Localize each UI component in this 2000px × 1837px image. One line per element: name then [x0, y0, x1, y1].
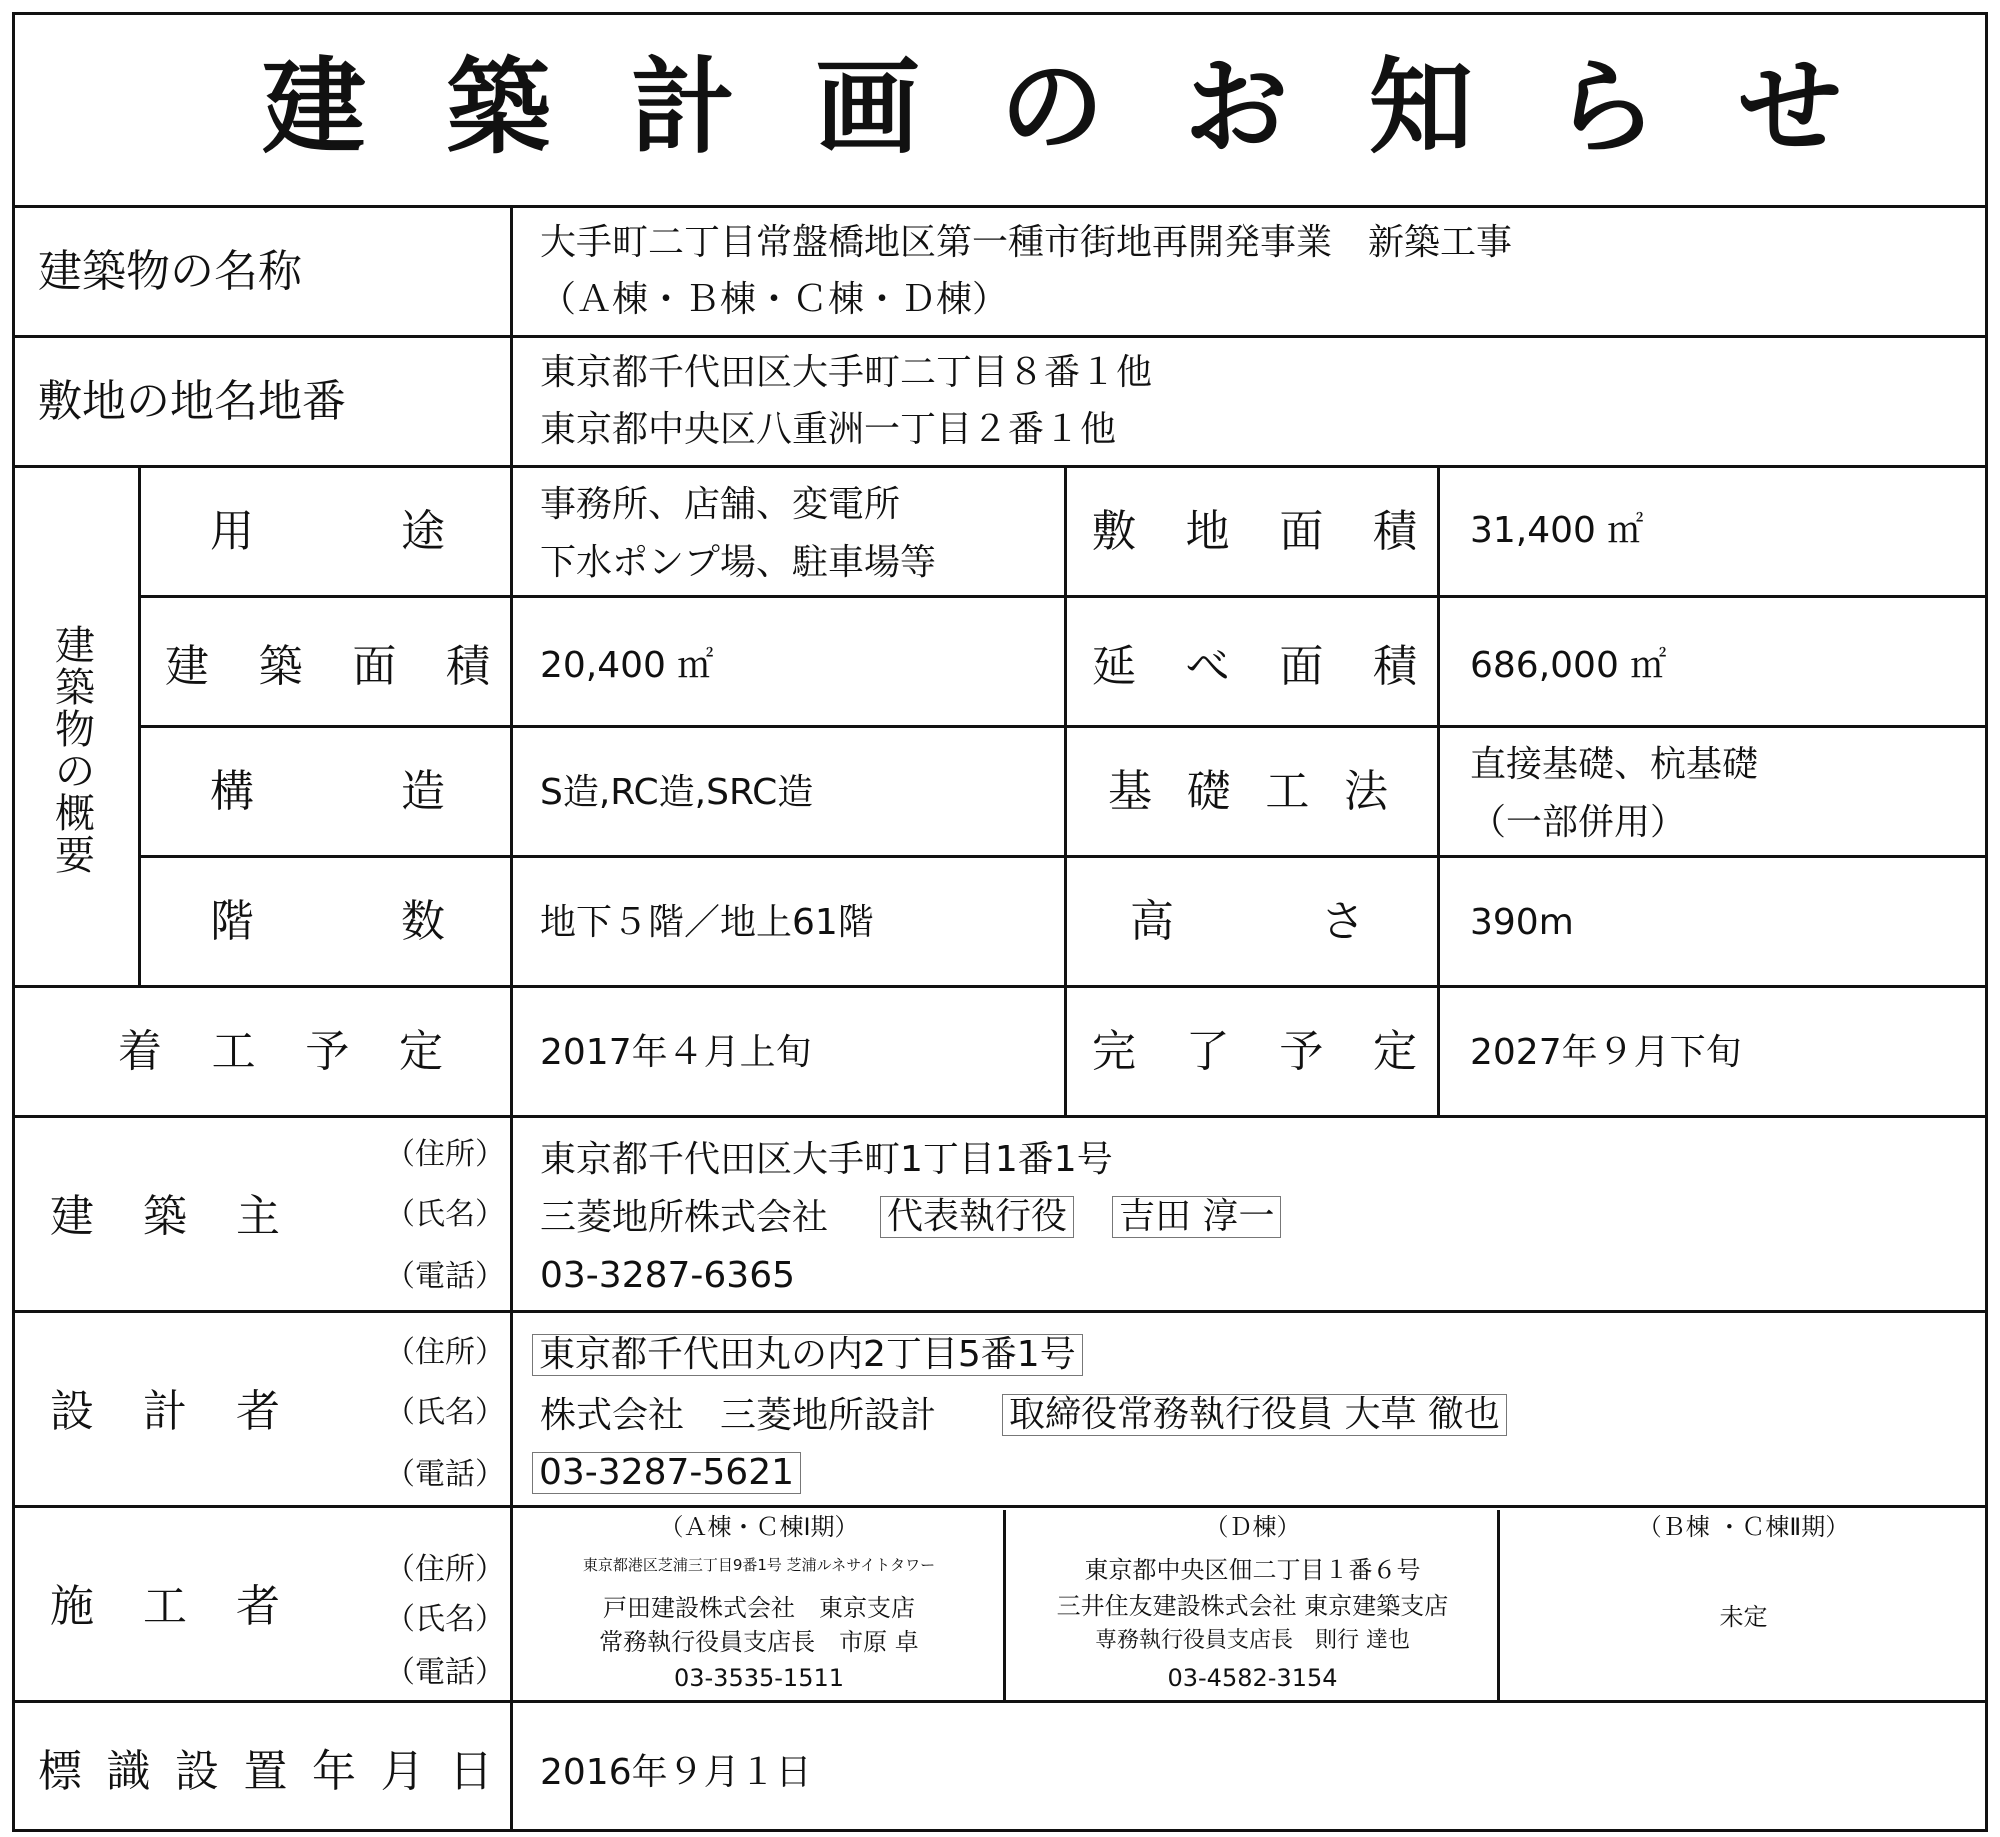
rule: [138, 855, 1988, 858]
completion-label: 完 了 予 定: [1092, 1026, 1417, 1077]
rule: [12, 1115, 1988, 1118]
designer-tel-caption: （電話）: [385, 1457, 505, 1492]
contractor-label: 施 工 者: [50, 1581, 280, 1632]
owner-label: 建 築 主: [50, 1191, 280, 1242]
rule: [1497, 1510, 1500, 1700]
sign-date-value: 2016年９月１日: [540, 1752, 812, 1793]
building-name-line2: （Ａ棟・Ｂ棟・Ｃ棟・Ｄ棟）: [540, 279, 1009, 320]
owner-title: 代表執行役: [880, 1196, 1074, 1238]
building-name-label: 建築物の名称: [38, 246, 302, 297]
page-title: [262, 46, 1842, 168]
designer-label: 設 計 者: [50, 1386, 280, 1437]
contractor2-address: 東京都中央区佃二丁目１番６号: [1084, 1556, 1421, 1584]
rule: [138, 725, 1988, 728]
floors-value: 地下５階／地上61階: [540, 902, 874, 943]
designer-address: 東京都千代田丸の内2丁目5番1号: [532, 1334, 1083, 1376]
title-char: 築: [446, 46, 551, 168]
border-right: [1985, 12, 1988, 1832]
owner-address: 東京都千代田区大手町1丁目1番1号: [540, 1139, 1113, 1180]
title-char: 計: [630, 46, 735, 168]
contractor2-header: （Ｄ棟）: [1204, 1513, 1301, 1541]
owner-person: 吉田 淳一: [1112, 1196, 1281, 1238]
contractor1-company: 戸田建設株式会社 東京支店: [603, 1594, 915, 1622]
rule: [510, 205, 513, 1830]
owner-name-caption: （氏名）: [385, 1197, 505, 1232]
building-area-value: 20,400 ㎡: [540, 645, 714, 686]
rule: [138, 595, 1988, 598]
contractor2-tel: 03-4582-3154: [1167, 1664, 1338, 1692]
rule: [12, 1700, 1988, 1703]
site-area-label: 敷 地 面 積: [1092, 506, 1417, 557]
border-top: [12, 12, 1988, 15]
site-address-line1: 東京都千代田区大手町二丁目８番１他: [540, 352, 1153, 393]
sign-date-label: 標 識 設 置 年 月 日: [38, 1746, 493, 1797]
border-left: [12, 12, 15, 1832]
designer-address-caption: （住所）: [385, 1335, 505, 1370]
use-line2: 下水ポンプ場、駐車場等: [540, 542, 937, 583]
site-area-value: 31,400 ㎡: [1470, 510, 1644, 551]
contractor1-tel: 03-3535-1511: [673, 1664, 844, 1692]
rule: [12, 1505, 1988, 1508]
foundation-line1: 直接基礎、杭基礎: [1470, 744, 1759, 785]
designer-person: 取締役常務執行役員 大草 徹也: [1002, 1394, 1507, 1436]
contractor1-header: （Ａ棟・Ｃ棟Ⅰ期）: [659, 1513, 859, 1541]
completion-value: 2027年９月下旬: [1470, 1032, 1742, 1073]
contractor-address-caption: （住所）: [385, 1552, 505, 1587]
owner-tel: 03-3287-6365: [540, 1255, 796, 1296]
title-char: 建: [262, 46, 367, 168]
contractor1-person: 常務執行役員支店長 市原 卓: [599, 1628, 919, 1656]
title-char: せ: [1737, 46, 1842, 168]
start-label: 着 工 予 定: [118, 1026, 443, 1077]
use-label: 用 途: [210, 506, 445, 557]
designer-name-caption: （氏名）: [385, 1395, 505, 1430]
rule: [12, 1310, 1988, 1313]
structure-value: S造,RC造,SRC造: [540, 772, 814, 813]
start-value: 2017年４月上旬: [540, 1032, 812, 1073]
total-floor-area-value: 686,000 ㎡: [1470, 645, 1667, 686]
owner-address-caption: （住所）: [385, 1137, 505, 1172]
contractor3-header: （Ｂ棟 ・Ｃ棟Ⅱ期）: [1637, 1513, 1850, 1541]
rule: [12, 205, 1988, 208]
contractor2-company: 三井住友建設株式会社 東京建築支店: [1056, 1592, 1449, 1620]
height-value: 390m: [1470, 902, 1574, 943]
structure-label: 構 造: [210, 766, 445, 817]
building-area-label: 建 築 面 積: [165, 641, 490, 692]
foundation-label: 基 礎 工 法: [1108, 766, 1388, 817]
rule: [1064, 465, 1067, 1115]
contractor-name-caption: （氏名）: [385, 1602, 505, 1637]
rule: [138, 465, 141, 985]
title-char: 画: [815, 46, 920, 168]
owner-company: 三菱地所株式会社: [540, 1197, 829, 1238]
rule: [1437, 465, 1440, 1115]
floors-label: 階 数: [210, 896, 445, 947]
title-char: の: [999, 46, 1104, 168]
site-address-line2: 東京都中央区八重洲一丁目２番１他: [540, 409, 1117, 450]
overview-label: 建築物の概要: [55, 623, 95, 879]
height-label: 高 さ: [1130, 896, 1365, 947]
owner-tel-caption: （電話）: [385, 1259, 505, 1294]
contractor-tel-caption: （電話）: [385, 1655, 505, 1690]
rule: [12, 465, 1988, 468]
title-char: ら: [1553, 46, 1658, 168]
building-name-line1: 大手町二丁目常盤橋地区第一種市街地再開発事業 新築工事: [540, 222, 1513, 263]
contractor2-person: 専務執行役員支店長 則行 達也: [1095, 1628, 1410, 1653]
rule: [12, 985, 1988, 988]
rule: [12, 335, 1988, 338]
designer-company: 株式会社 三菱地所設計: [540, 1395, 937, 1436]
rule: [12, 1829, 1988, 1832]
rule: [1003, 1510, 1006, 1700]
foundation-line2: （一部併用）: [1470, 802, 1687, 843]
total-floor-area-label: 延 べ 面 積: [1092, 641, 1417, 692]
designer-tel: 03-3287-5621: [532, 1452, 801, 1494]
contractor3-value: 未定: [1719, 1603, 1768, 1631]
contractor1-address: 東京都港区芝浦三丁目9番1号 芝浦ルネサイトタワー: [582, 1556, 936, 1574]
title-char: お: [1184, 46, 1289, 168]
site-address-label: 敷地の地名地番: [38, 376, 346, 427]
title-char: 知: [1368, 46, 1473, 168]
use-line1: 事務所、店舗、変電所: [540, 484, 901, 525]
